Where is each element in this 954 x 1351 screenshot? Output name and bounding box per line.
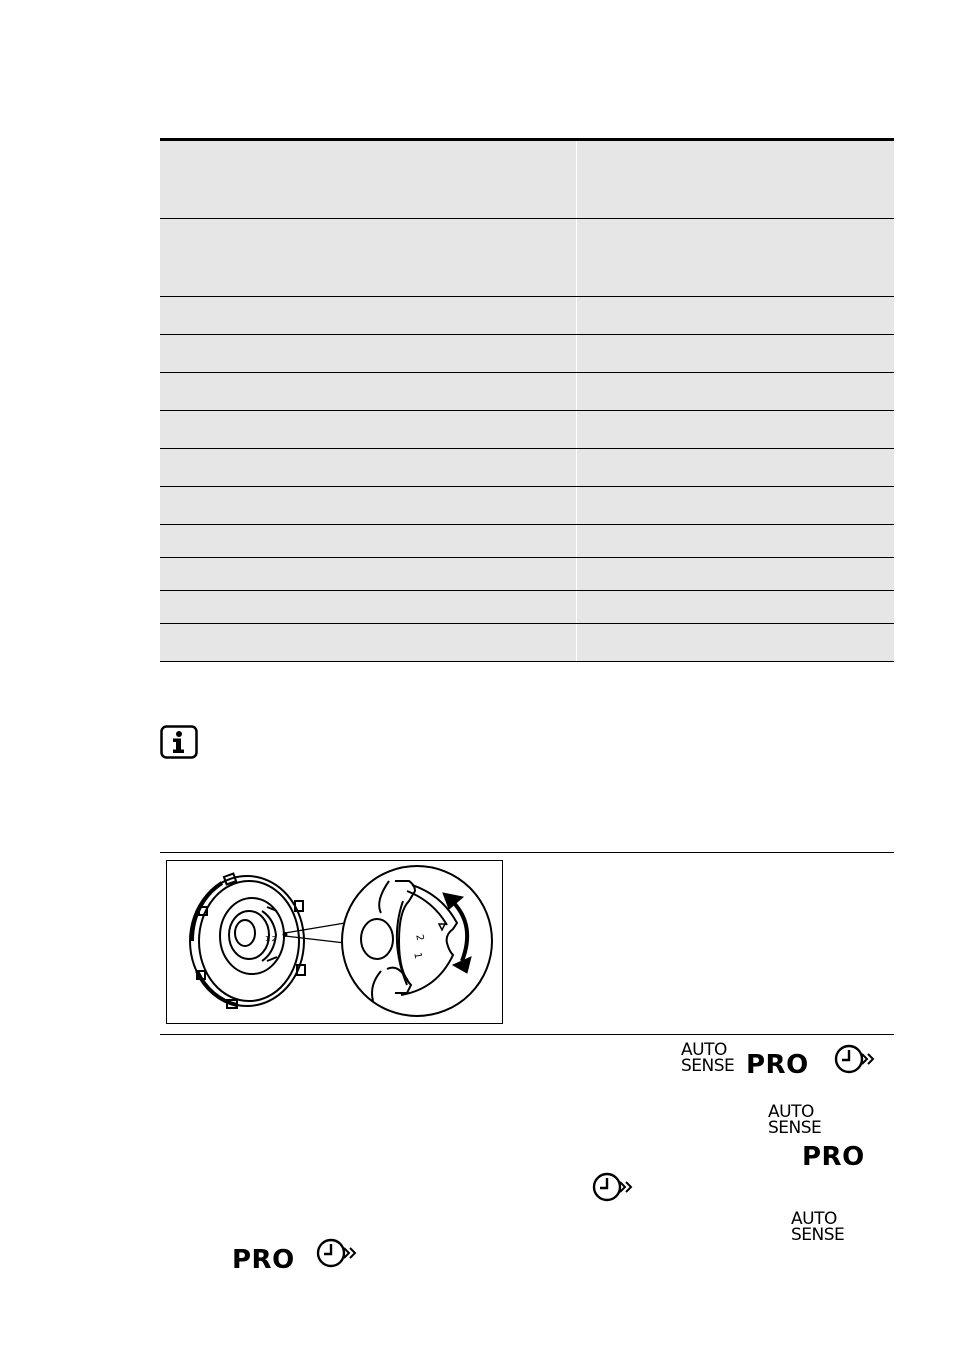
table-cell — [576, 487, 894, 524]
table-row — [160, 624, 894, 662]
table-cell — [160, 591, 576, 623]
table-cell — [160, 449, 576, 486]
table-row — [160, 219, 894, 297]
svg-text:1: 1 — [411, 951, 424, 960]
table-row — [160, 449, 894, 487]
table-cell — [576, 373, 894, 410]
table-cell — [576, 219, 894, 296]
auto-sense-line1: AUTO — [791, 1209, 837, 1229]
auto-sense-line2: SENSE — [768, 1118, 822, 1138]
table-cell — [160, 373, 576, 410]
table-cell — [576, 141, 894, 218]
pro-symbol: PRO — [746, 1050, 809, 1080]
table-cell — [576, 525, 894, 557]
auto-sense-line2: SENSE — [681, 1056, 735, 1076]
info-icon — [160, 725, 198, 763]
auto-sense-line1: AUTO — [768, 1102, 814, 1122]
pro-symbol: PRO — [802, 1142, 865, 1172]
table-row — [160, 411, 894, 449]
auto-sense-symbol — [791, 1211, 844, 1243]
table-cell — [576, 335, 894, 372]
table-row — [160, 141, 894, 219]
table-cell — [576, 591, 894, 623]
table-cell — [576, 449, 894, 486]
table-cell — [160, 219, 576, 296]
table-cell — [576, 624, 894, 661]
table-cell — [160, 558, 576, 590]
figure-top-rule — [160, 852, 894, 853]
pro-symbol: PRO — [232, 1245, 295, 1275]
clock-forward-icon — [834, 1042, 876, 1082]
svg-text:1 2: 1 2 — [265, 935, 277, 943]
rinse-aid-dial-figure — [166, 860, 503, 1024]
auto-sense-line2: SENSE — [791, 1225, 845, 1245]
table-row — [160, 591, 894, 624]
table-cell — [576, 297, 894, 334]
table-cell — [576, 558, 894, 590]
table-cell — [160, 297, 576, 334]
auto-sense-symbol — [768, 1104, 821, 1136]
figure-bottom-rule — [160, 1034, 894, 1035]
auto-sense-symbol — [681, 1042, 734, 1074]
table-cell — [160, 624, 576, 661]
rinse-aid-dial-icon — [167, 861, 502, 1023]
table-row — [160, 558, 894, 591]
table-cell — [160, 525, 576, 557]
table-cell — [160, 411, 576, 448]
table-cell — [160, 141, 576, 218]
table-row — [160, 373, 894, 411]
clock-forward-icon — [316, 1236, 358, 1276]
clock-forward-icon — [592, 1170, 634, 1210]
svg-text:2: 2 — [413, 933, 426, 942]
table-cell — [576, 411, 894, 448]
table-row — [160, 525, 894, 558]
table-row — [160, 487, 894, 525]
table-row — [160, 335, 894, 373]
table-cell — [160, 487, 576, 524]
spec-table — [160, 138, 894, 662]
table-cell — [160, 335, 576, 372]
table-row — [160, 297, 894, 335]
auto-sense-line1: AUTO — [681, 1040, 727, 1060]
